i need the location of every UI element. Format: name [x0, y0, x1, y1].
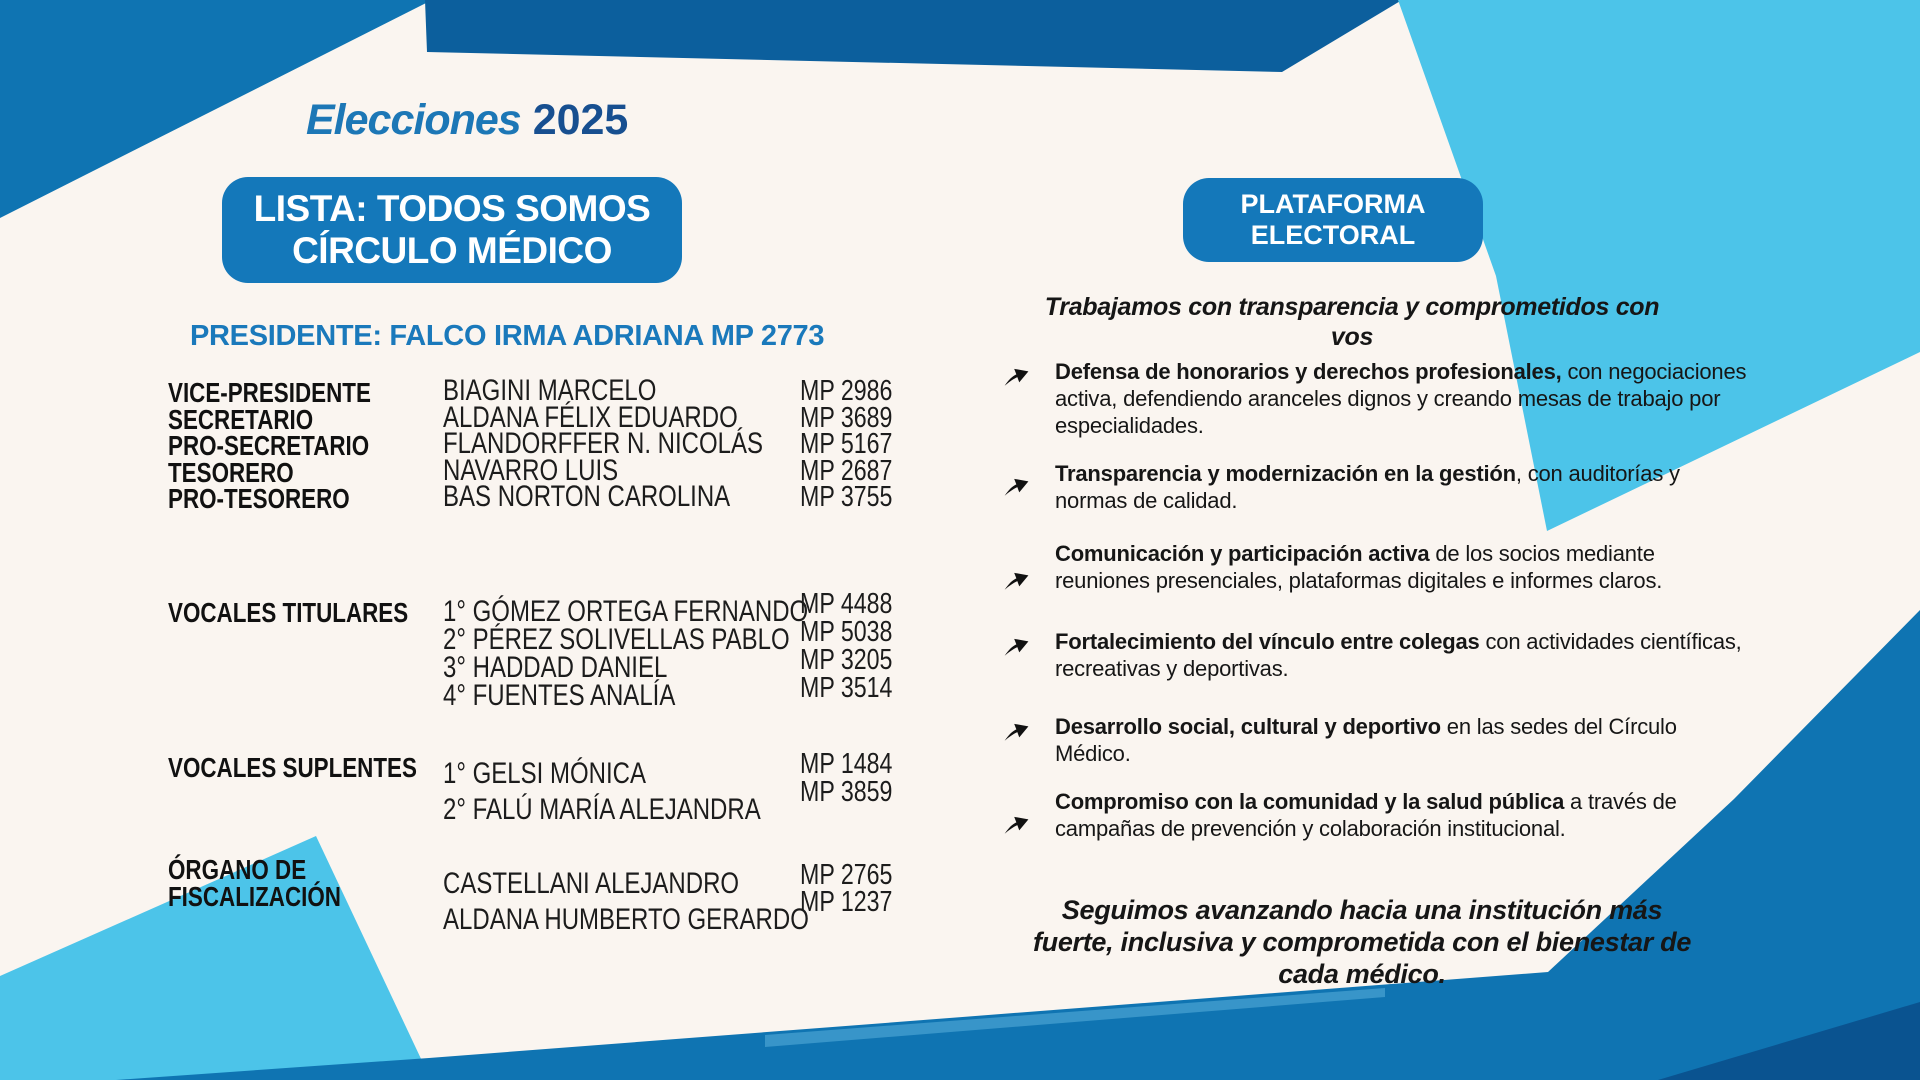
- mp-number: MP 5038: [800, 616, 893, 648]
- platform-bullet: [1003, 628, 1748, 682]
- candidate-name: FLANDORFFER N. NICOLÁS: [443, 427, 764, 461]
- bullet-text: Transparencia y modernización en la gestión, con auditorías y normas de calidad.: [1055, 461, 1680, 513]
- bullet-text: Comunicación y participación activa de los socios mediante reuniones presenciales, plataformas digitales e informes claros.: [1055, 541, 1663, 593]
- position-label: PRO-TESORERO: [168, 483, 350, 515]
- mp-number: MP 3205: [800, 644, 893, 676]
- vocales-suplentes-label: VOCALES SUPLENTES: [168, 752, 417, 783]
- platform-bullet: [1003, 788, 1748, 842]
- position-label: PRO-SECRETARIO: [168, 430, 370, 462]
- bullet-text: Fortalecimiento del vínculo entre colegas con actividades científicas, recreativas y deportivas.: [1055, 629, 1742, 681]
- candidate-name: NAVARRO LUIS: [443, 453, 619, 487]
- candidate-name: 1° GÓMEZ ORTEGA FERNANDO: [443, 595, 809, 628]
- mp-number: MP 2687: [800, 454, 893, 487]
- vocales-suplentes-names: [443, 756, 840, 828]
- candidate-name: 1° GELSI MÓNICA: [443, 757, 646, 790]
- list-name-line2: CÍRCULO MÉDICO: [292, 230, 612, 271]
- platform-bullet: [1003, 540, 1748, 594]
- mp-number: MP 1237: [800, 886, 893, 918]
- platform-bullet: [1003, 713, 1748, 767]
- corner-shape-top-right: [1398, 0, 1920, 531]
- page-title: [306, 96, 628, 145]
- vocales-titulares-label: VOCALES TITULARES: [168, 597, 409, 628]
- title-word: Elecciones: [306, 96, 521, 144]
- candidate-name: ALDANA FÉLIX EDUARDO: [443, 400, 738, 434]
- mp-number: MP 3514: [800, 672, 893, 704]
- president-line: PRESIDENTE: FALCO IRMA ADRIANA MP 2773: [190, 320, 825, 352]
- mp-number: MP 4488: [800, 588, 893, 620]
- mp-number: MP 3755: [800, 481, 893, 514]
- candidate-name: BAS NORTON CAROLINA: [443, 480, 731, 514]
- list-name-line1: LISTA: TODOS SOMOS: [253, 188, 651, 229]
- arrow-bullet-icon: [1003, 472, 1031, 498]
- mp-number: MP 2986: [800, 375, 893, 407]
- list-name-badge: [222, 177, 682, 283]
- position-label: VICE-PRESIDENTE: [168, 377, 371, 408]
- platform-badge-line1: PLATAFORMA: [1240, 189, 1426, 219]
- arrow-bullet-icon: [1003, 632, 1031, 658]
- mp-number: MP 3689: [800, 401, 893, 434]
- position-label: TESORERO: [168, 456, 294, 488]
- candidate-name: 2° PÉREZ SOLIVELLAS PABLO: [443, 623, 790, 656]
- position-label: SECRETARIO: [168, 403, 314, 435]
- mp-number: MP 1484: [800, 748, 893, 780]
- bullet-text: Defensa de honorarios y derechos profesionales, con negociaciones activa, defendiendo aranceles dignos y creando mesas de trabajo por especialidades.: [1055, 359, 1747, 438]
- mp-number: MP 2765: [800, 859, 893, 891]
- platform-badge: [1183, 178, 1483, 262]
- platform-intro: Trabajamos con transparencia y comprometidos con vos: [1044, 293, 1660, 351]
- arrow-bullet-icon: [1003, 717, 1031, 743]
- arrow-bullet-icon: [1003, 810, 1031, 836]
- candidate-name: BIAGINI MARCELO: [443, 374, 657, 407]
- title-year: 2025: [532, 96, 629, 144]
- platform-badge-line2: ELECTORAL: [1250, 220, 1416, 250]
- candidate-name: CASTELLANI ALEJANDRO: [443, 867, 740, 900]
- organo-fiscalizacion-mps: [800, 859, 916, 918]
- candidate-name: 3° HADDAD DANIEL: [443, 651, 668, 684]
- candidate-name: ALDANA HUMBERTO GERARDO: [443, 903, 809, 936]
- board-mp-column: [800, 375, 916, 514]
- bullet-text: Desarrollo social, cultural y deportivo en las sedes del Círculo Médico.: [1055, 714, 1677, 766]
- mp-number: MP 3859: [800, 776, 893, 808]
- candidate-name: 4° FUENTES ANALÍA: [443, 679, 676, 712]
- platform-bullet: [1003, 460, 1748, 514]
- platform-bullet: [1003, 358, 1748, 439]
- arrow-bullet-icon: [1003, 566, 1031, 592]
- mp-number: MP 5167: [800, 428, 893, 461]
- platform-closing: Seguimos avanzando hacia una institución más fuerte, inclusiva y comprometida con el bienestar de cada médico.: [1032, 895, 1692, 989]
- board-names-column: [443, 374, 843, 514]
- arrow-bullet-icon: [1003, 362, 1031, 388]
- vocales-titulares-mps: [800, 590, 916, 702]
- vocales-suplentes-mps: [800, 750, 916, 806]
- candidate-name: 2° FALÚ MARÍA ALEJANDRA: [443, 793, 761, 826]
- board-positions-column: [168, 377, 422, 515]
- top-navy-band: [425, 0, 1402, 72]
- bullet-text: Compromiso con la comunidad y la salud pública a través de campañas de prevención y colaboración institucional.: [1055, 789, 1677, 841]
- organo-fiscalizacion-label: ÓRGANO DE FISCALIZACIÓN: [168, 854, 341, 912]
